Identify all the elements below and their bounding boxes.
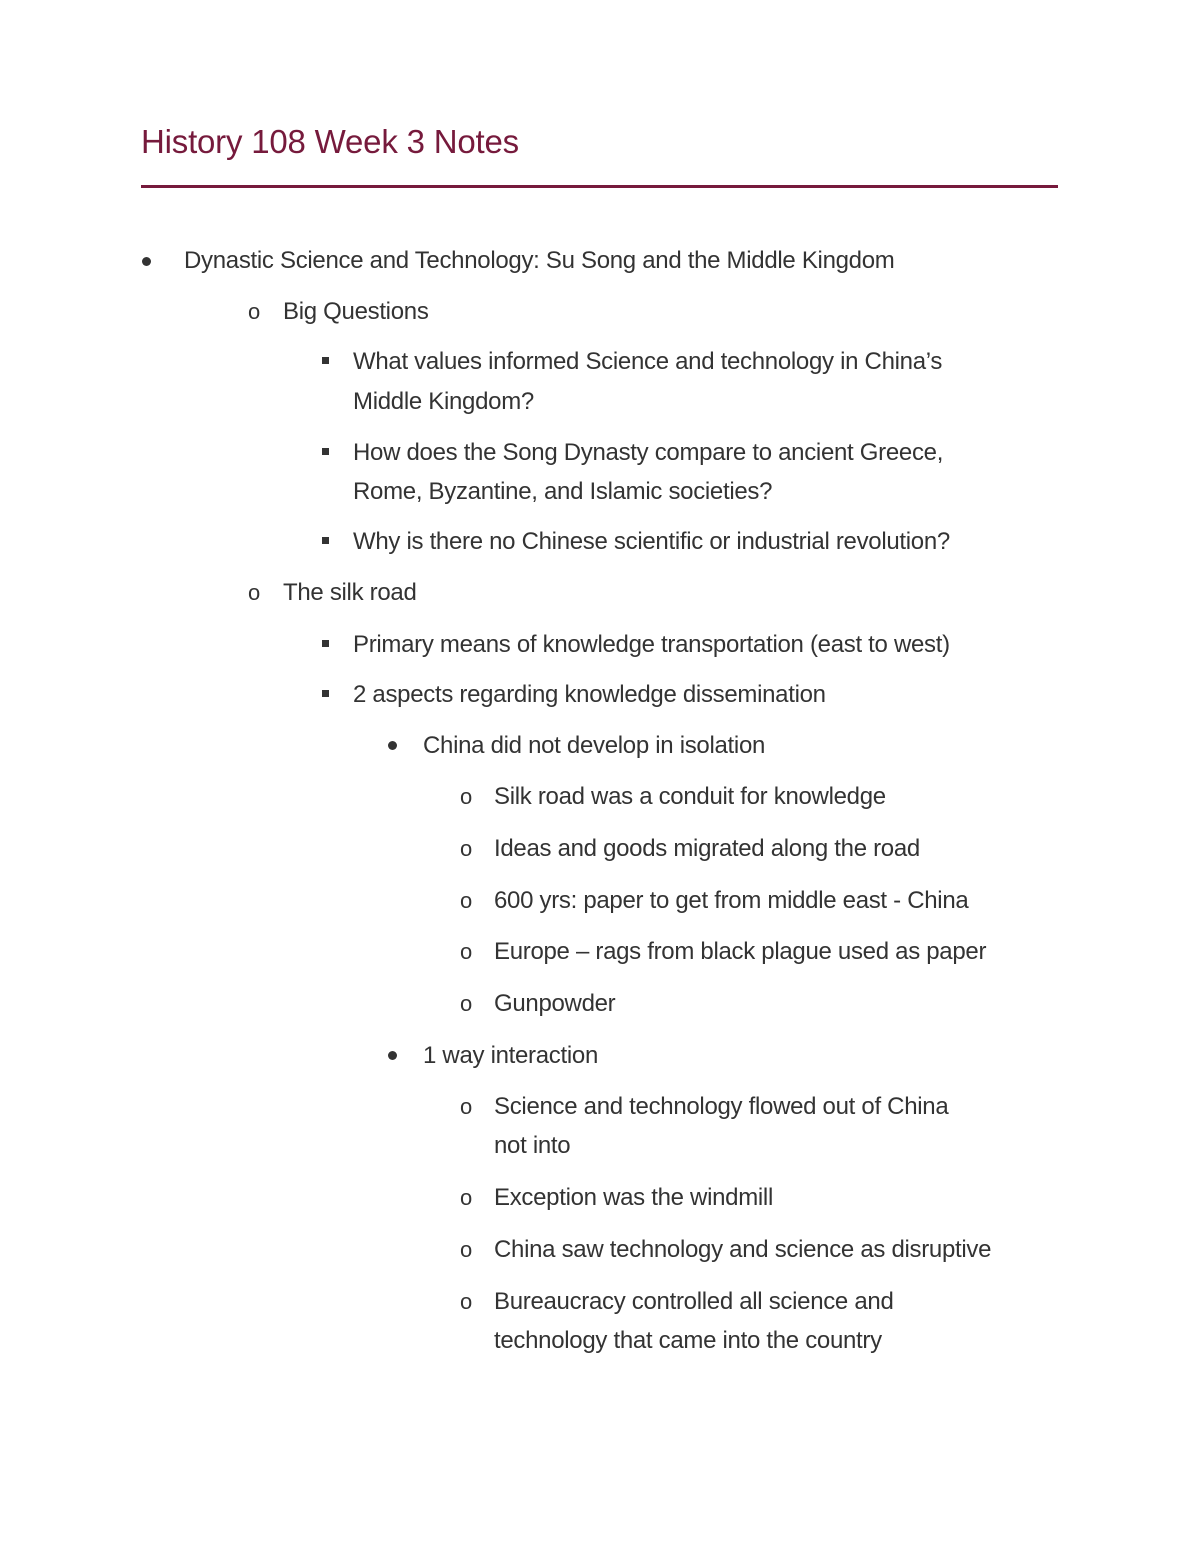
bullet-circle: o <box>248 299 261 324</box>
document-title: History 108 Week 3 Notes <box>141 123 519 160</box>
isolation-item-1: Silk road was a conduit for knowledge <box>494 783 886 810</box>
bullet-square <box>322 448 329 455</box>
bullet-square <box>322 537 329 544</box>
question-2-line-1: How does the Song Dynasty compare to ancient Greece, <box>353 439 944 466</box>
bullet-dot <box>388 1051 397 1060</box>
bullet-circle: o <box>460 1185 473 1210</box>
question-2-line-2: Rome, Byzantine, and Islamic societies? <box>353 478 773 505</box>
title-underline <box>141 185 1058 188</box>
bullet-circle: o <box>460 1237 473 1262</box>
bullet-circle: o <box>460 1094 473 1119</box>
silk-road-point-2: 2 aspects regarding knowledge dissemination <box>353 681 826 708</box>
one-way-item-1-line-2: not into <box>494 1132 571 1159</box>
bullet-square <box>322 357 329 364</box>
question-1-line-2: Middle Kingdom? <box>353 388 534 415</box>
outline-item-main-topic: Dynastic Science and Technology: Su Song and the Middle Kingdom <box>184 247 895 274</box>
bullet-circle: o <box>460 836 473 861</box>
bullet-square <box>322 690 329 697</box>
isolation-item-3: 600 yrs: paper to get from middle east - China <box>494 887 969 914</box>
one-way-item-4-line-1: Bureaucracy controlled all science and <box>494 1288 894 1315</box>
one-way-item-4-line-2: technology that came into the country <box>494 1327 882 1354</box>
isolation-item-2: Ideas and goods migrated along the road <box>494 835 920 862</box>
one-way-item-2: Exception was the windmill <box>494 1184 773 1211</box>
question-1-line-1: What values informed Science and technology in China’s <box>353 348 943 375</box>
outline-item-isolation: China did not develop in isolation <box>423 732 766 759</box>
one-way-item-1-line-1: Science and technology flowed out of China <box>494 1093 949 1120</box>
bullet-dot <box>388 741 397 750</box>
outline-item-one-way: 1 way interaction <box>423 1042 598 1069</box>
outline-item-big-questions: Big Questions <box>283 298 429 325</box>
bullet-circle: o <box>460 1289 473 1314</box>
silk-road-point-1: Primary means of knowledge transportation (east to west) <box>353 631 950 658</box>
bullet-square <box>322 640 329 647</box>
question-3: Why is there no Chinese scientific or industrial revolution? <box>353 528 950 555</box>
bullet-circle: o <box>460 991 473 1016</box>
bullet-circle: o <box>248 580 261 605</box>
outline-item-silk-road: The silk road <box>283 579 417 606</box>
isolation-item-4: Europe – rags from black plague used as paper <box>494 938 987 965</box>
bullet-circle: o <box>460 888 473 913</box>
bullet-circle: o <box>460 784 473 809</box>
bullet-circle: o <box>460 939 473 964</box>
isolation-item-5: Gunpowder <box>494 990 616 1017</box>
one-way-item-3: China saw technology and science as disruptive <box>494 1236 992 1263</box>
bullet-dot <box>142 257 151 266</box>
